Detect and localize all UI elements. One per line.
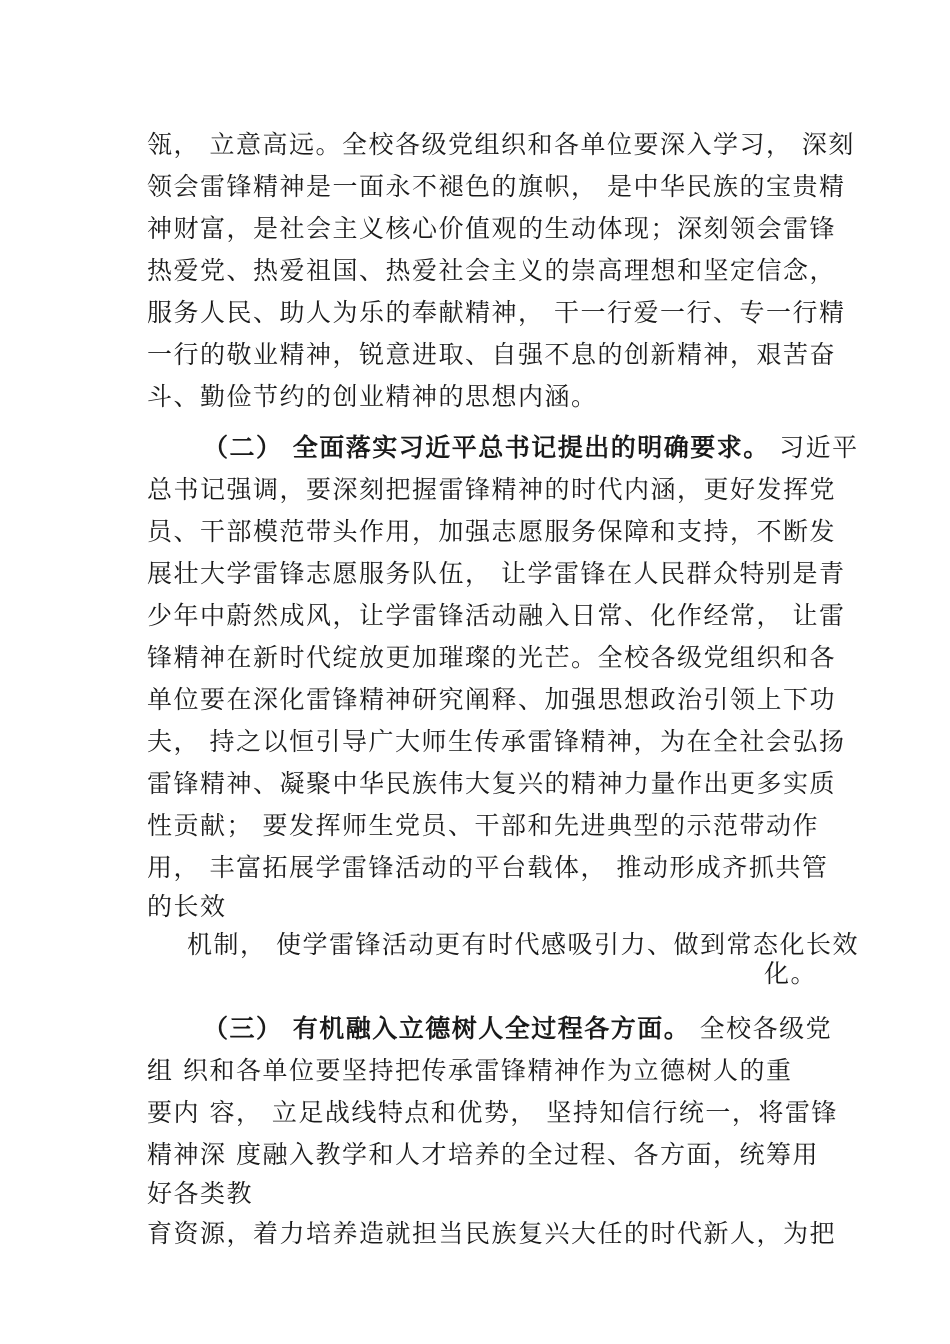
paragraph-1-line-6: 一行的敬业精神，锐意进取、自强不息的创新精神，艰苦奋	[147, 340, 837, 369]
paragraph-1-line-7: 斗、勤俭节约的创业精神的思想内涵。	[147, 382, 598, 411]
section-2-line: 性贡献； 要发挥师生党员、干部和先进典型的示范带动作	[147, 811, 819, 840]
section-2-line: 雷锋精神、凝聚中华民族伟大复兴的精神力量作出更多实质	[147, 769, 837, 798]
paragraph-1-line-2: 领会雷锋精神是一面永不褪色的旗帜， 是中华民族的宝贵精	[147, 172, 846, 201]
section-3-first-line-rest: 全校各级党	[690, 1014, 833, 1043]
section-3-first-line	[203, 1013, 832, 1045]
section-3-line: 精神深 度融入教学和人才培养的全过程、各方面，统筹用	[147, 1140, 819, 1169]
section-3-heading: （三） 有机融入立德树人全过程各方面。	[203, 1014, 691, 1043]
section-3-line: 组 织和各单位要坚持把传承雷锋精神作为立德树人的重	[147, 1056, 793, 1085]
paragraph-1-line-5: 服务人民、助人为乐的奉献精神， 干一行爱一行、专一行精	[147, 298, 846, 327]
paragraph-1-line-3: 神财富，是社会主义核心价值观的生动体现；深刻领会雷锋	[147, 214, 837, 243]
section-2-line: 少年中蔚然成风，让学雷锋活动融入日常、化作经常， 让雷	[147, 601, 846, 630]
section-3-last-line: 育资源，着力培养造就担当民族复兴大任的时代新人，为把	[147, 1219, 837, 1248]
section-2-line: 夫， 持之以恒引导广大师生传承雷锋精神，为在全社会弘扬	[147, 727, 846, 756]
section-3-line: 好各类教	[147, 1179, 254, 1208]
section-2-trailing-char: 化。	[764, 959, 818, 988]
section-2-line: 员、干部模范带头作用，加强志愿服务保障和支持，不断发	[147, 517, 837, 546]
section-3-line: 要内 容， 立足战线特点和优势， 坚持知信行统一，将雷锋	[147, 1098, 838, 1127]
section-2-line: 展壮大学雷锋志愿服务队伍， 让学雷锋在人民群众特别是青	[147, 559, 846, 588]
section-2-line: 锋精神在新时代绽放更加璀璨的光芒。全校各级党组织和各	[147, 643, 837, 672]
section-2-line: 单位要在深化雷锋精神研究阐释、加强思想政治引领上下功	[147, 685, 837, 714]
section-2-heading: （二） 全面落实习近平总书记提出的明确要求。	[203, 433, 770, 462]
paragraph-1-line-1: 瓴， 立意高远。全校各级党组织和各单位要深入学习， 深刻	[147, 130, 855, 159]
section-2-line: 的长效	[147, 892, 227, 921]
section-2-line: 总书记强调，要深刻把握雷锋精神的时代内涵，更好发挥党	[147, 475, 837, 504]
section-2-line: 用， 丰富拓展学雷锋活动的平台载体， 推动形成齐抓共管	[147, 853, 829, 882]
section-2-first-line	[203, 432, 859, 464]
paragraph-1-line-4: 热爱党、热爱祖国、热爱社会主义的崇高理想和坚定信念，	[147, 256, 837, 285]
section-2-first-line-rest: 习近平	[769, 433, 859, 462]
section-2-indented-line: 机制， 使学雷锋活动更有时代感吸引力、做到常态化长效	[187, 930, 859, 959]
